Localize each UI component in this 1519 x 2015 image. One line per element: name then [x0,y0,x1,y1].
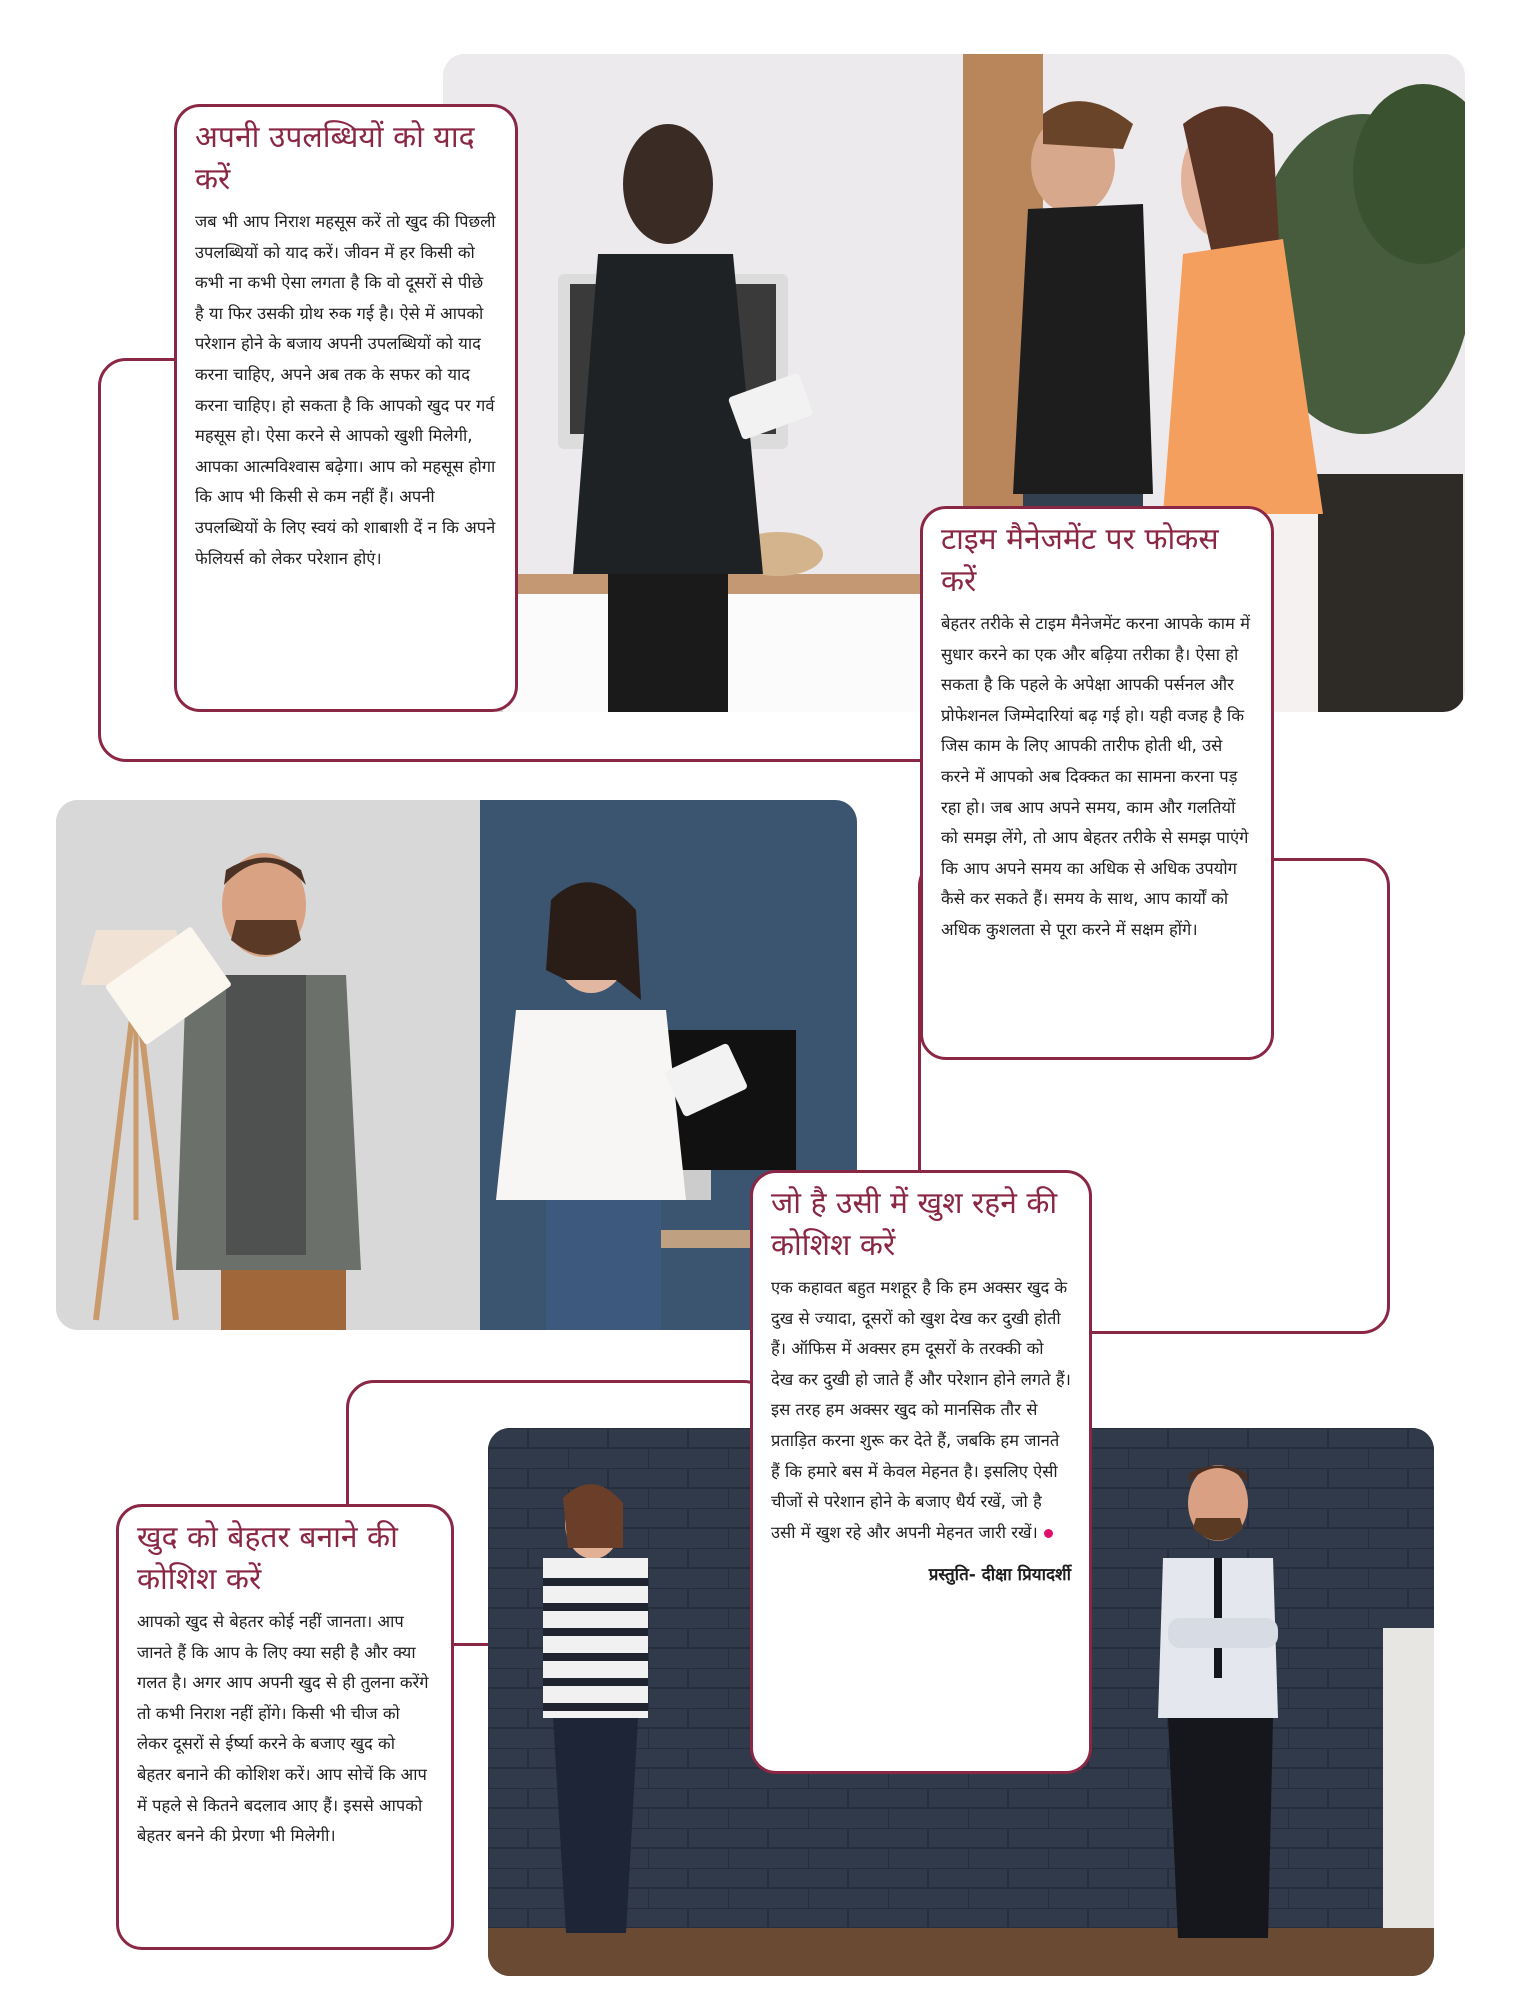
card-be-happy-title: जो है उसी में खुश रहने की कोशिश करें [771,1186,1058,1263]
card-time-management-title: टाइम मैनेजमेंट पर फोकस करें [941,522,1219,599]
card-be-happy [750,1170,1092,1774]
card-be-happy-body [771,1273,1071,1548]
card-be-happy-text: एक कहावत बहुत मशहूर है कि हम अक्सर खुद के दुख से ज्यादा, दूसरों को खुश देख कर दुखी होती हैं। ऑफिस में अक्सर हम दूसरों के तरक्की को देख कर दुखी हो जाते हैं और परेशान होने लगते हैं। इस तरह हम अक्सर खुद को मानसिक तौर से प्रताड़ित करना शुरू कर देते हैं, जबकि हम जानते हैं कि हमारे बस में केवल मेहनत है। इसलिए ऐसी चीजों से परेशान होने के बजाए धैर्य रखें, जो है उसी में खुश रहे और अपनी मेहनत जारी रखें। [771,1278,1071,1542]
card-achievements-body: जब भी आप निराश महसूस करें तो खुद की पिछली उपलब्धियों को याद करें। जीवन में हर किसी को कभी ना कभी ऐसा लगता है कि वो दूसरों से पीछे है या फिर उसकी ग्रोथ रुक गई है। ऐसे में आपको परेशान होने के बजाय अपनी उपलब्धियों को याद करना चाहिए, अपने अब तक के सफर को याद करना चाहिए। हो सकता है कि आपको खुद पर गर्व महसूस हो। ऐसा करने से आपको खुशी मिलेगी, आपका आत्मविश्वास बढ़ेगा। आप को महसूस होगा कि आप भी किसी से कम नहीं हैं। अपनी उपलब्धियों के लिए स्वयं को शाबाशी दें न कि अपने फेलियर्स को लेकर परेशान होएं। [195,212,496,568]
end-bullet-icon [1044,1529,1053,1538]
card-time-management-body: बेहतर तरीके से टाइम मैनेजमेंट करना आपके काम में सुधार करने का एक और बढ़िया तरीका है। ऐसा हो सकता है कि पहले के अपेक्षा आपकी पर्सनल और प्रोफेशनल जिम्मेदारियां बढ़ गई हो। यही वजह है कि जिस काम के लिए आपकी तारीफ होती थी, उसे करने में आपको अब दिक्कत का सामना करना पड़ रहा हो। जब आप अपने समय, काम और गलतियों को समझ लेंगे, तो आप बेहतर तरीके से समझ पाएंगे कि आप अपने समय का अधिक से अधिक उपयोग कैसे कर सकते हैं। समय के साथ, आप कार्यों को अधिक कुशलता से पूरा करने में सक्षम होंगे। [941,614,1250,939]
card-achievements [174,104,518,712]
article-credit: प्रस्तुति- दीक्षा प्रियादर्शी [928,1565,1071,1586]
card-time-management [920,506,1274,1060]
card-self-improvement [116,1504,454,1950]
card-self-improvement-body: आपको खुद से बेहतर कोई नहीं जानता। आप जानते हैं कि आप के लिए क्या सही है और क्या गलत है। अगर आप अपनी खुद से ही तुलना करेंगे तो कभी निराश नहीं होंगे। किसी भी चीज को लेकर दूसरों से ईर्ष्या करने के बजाए खुद को बेहतर बनाने की कोशिश करें। आप सोचें कि आप में पहले से कितने बदलाव आए हैं। इससे आपको बेहतर बनने की प्रेरणा भी मिलेगी। [137,1612,429,1846]
photo-man-reading-woman-tablet [56,800,857,1330]
card-self-improvement-title: खुद को बेहतर बनाने की कोशिश करें [137,1520,398,1597]
card-achievements-title: अपनी उपलब्धियों को याद करें [195,120,475,197]
